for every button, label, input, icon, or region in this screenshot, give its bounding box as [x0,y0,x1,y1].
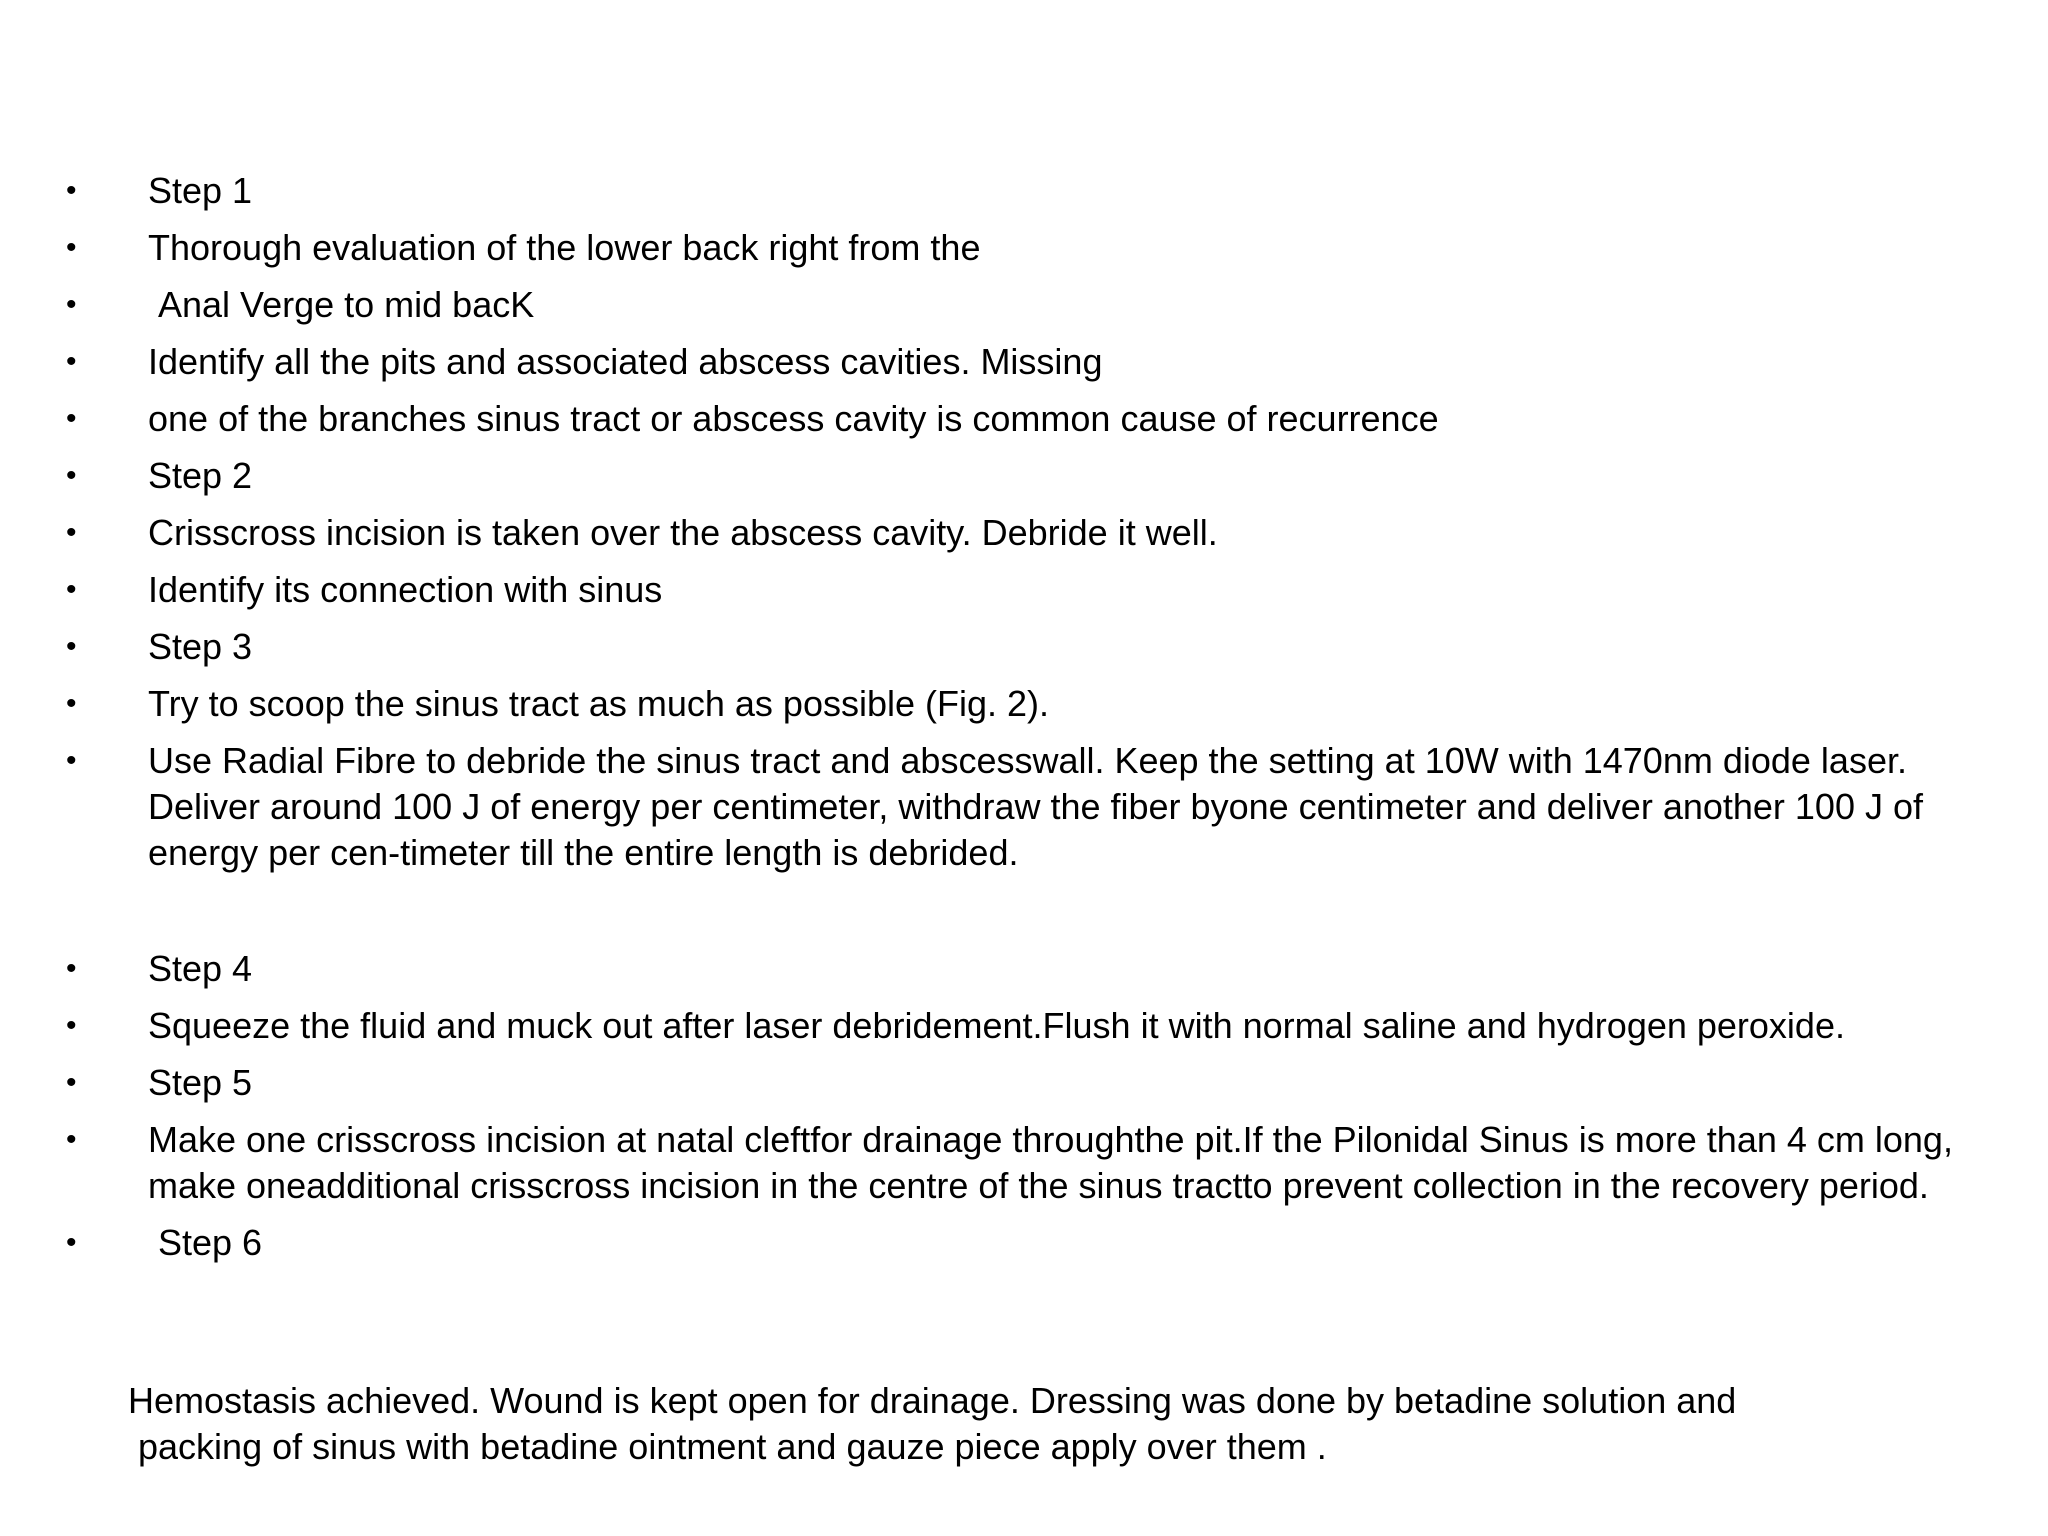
bullet-marker: • [66,402,77,435]
list-item [66,282,1986,328]
list-item-text: Make one crisscross incision at natal cleftfor drainage throughthe pit.If the Pilonidal Sinus is more than 4 cm long, make oneadditional crisscross incision in the centre of the sinus tractto prevent collection in the recovery period. [148,1119,1953,1206]
bullet-marker: • [66,231,77,264]
list-item [66,738,1986,876]
list-item [66,168,1986,214]
list-item [66,1220,1986,1266]
bullet-marker: • [66,459,77,492]
bullet-marker: • [66,1009,77,1042]
bullet-marker: • [66,744,77,777]
list-item [66,681,1986,727]
closing-paragraph [128,1378,1978,1470]
list-item-text: Step 6 [158,1222,263,1263]
bullet-marker: • [66,345,77,378]
list-item-text: one of the branches sinus tract or abscess cavity is common cause of recurrence [148,398,1439,439]
list-item [66,946,1986,992]
list-item [66,339,1986,385]
list-item-text: Step 3 [148,626,253,667]
list-item-text: Step 4 [148,948,253,989]
list-item [66,1117,1986,1209]
list-item-text: Anal Verge to mid bacK [158,284,535,325]
list-item [66,567,1986,613]
bullet-marker: • [66,573,77,606]
bullet-list [66,168,1986,1277]
closing-paragraph-line-2: packing of sinus with betadine ointment and gauze piece apply over them . [138,1426,1327,1467]
bullet-marker: • [66,1226,77,1259]
list-item-text: Try to scoop the sinus tract as much as possible (Fig. 2). [148,683,1050,724]
bullet-marker: • [66,687,77,720]
list-item-text: Thorough evaluation of the lower back right from the [148,227,981,268]
bullet-marker: • [66,952,77,985]
list-item-text: Step 5 [148,1062,253,1103]
list-item-text: Crisscross incision is taken over the abscess cavity. Debride it well. [148,512,1218,553]
bullet-marker: • [66,1066,77,1099]
list-item [66,396,1986,442]
list-item-text: Squeeze the fluid and muck out after laser debridement.Flush it with normal saline and hydrogen peroxide. [148,1005,1845,1046]
list-item [66,225,1986,271]
bullet-marker: • [66,1123,77,1156]
list-item [66,1003,1986,1049]
bullet-marker: • [66,630,77,663]
bullet-marker: • [66,516,77,549]
list-item-text: Step 2 [148,455,253,496]
list-item [66,453,1986,499]
list-item-text: Step 1 [148,170,253,211]
closing-paragraph-line-1: Hemostasis achieved. Wound is kept open for drainage. Dressing was done by betadine solution and [128,1380,1737,1421]
list-item-text: Use Radial Fibre to debride the sinus tract and abscesswall. Keep the setting at 10W with 1470nm diode laser. Deliver around 100 J of energy per centimeter, withdraw the fiber byone centimeter and deliver another 100 J of energy per cen-timeter till the entire length is debrided. [148,740,1924,873]
bullet-marker: • [66,288,77,321]
list-item [66,1060,1986,1106]
list-item-text: Identify all the pits and associated abscess cavities. Missing [148,341,1103,382]
list-item [66,510,1986,556]
list-item-text: Identify its connection with sinus [148,569,663,610]
bullet-marker: • [66,174,77,207]
list-item [66,624,1986,670]
